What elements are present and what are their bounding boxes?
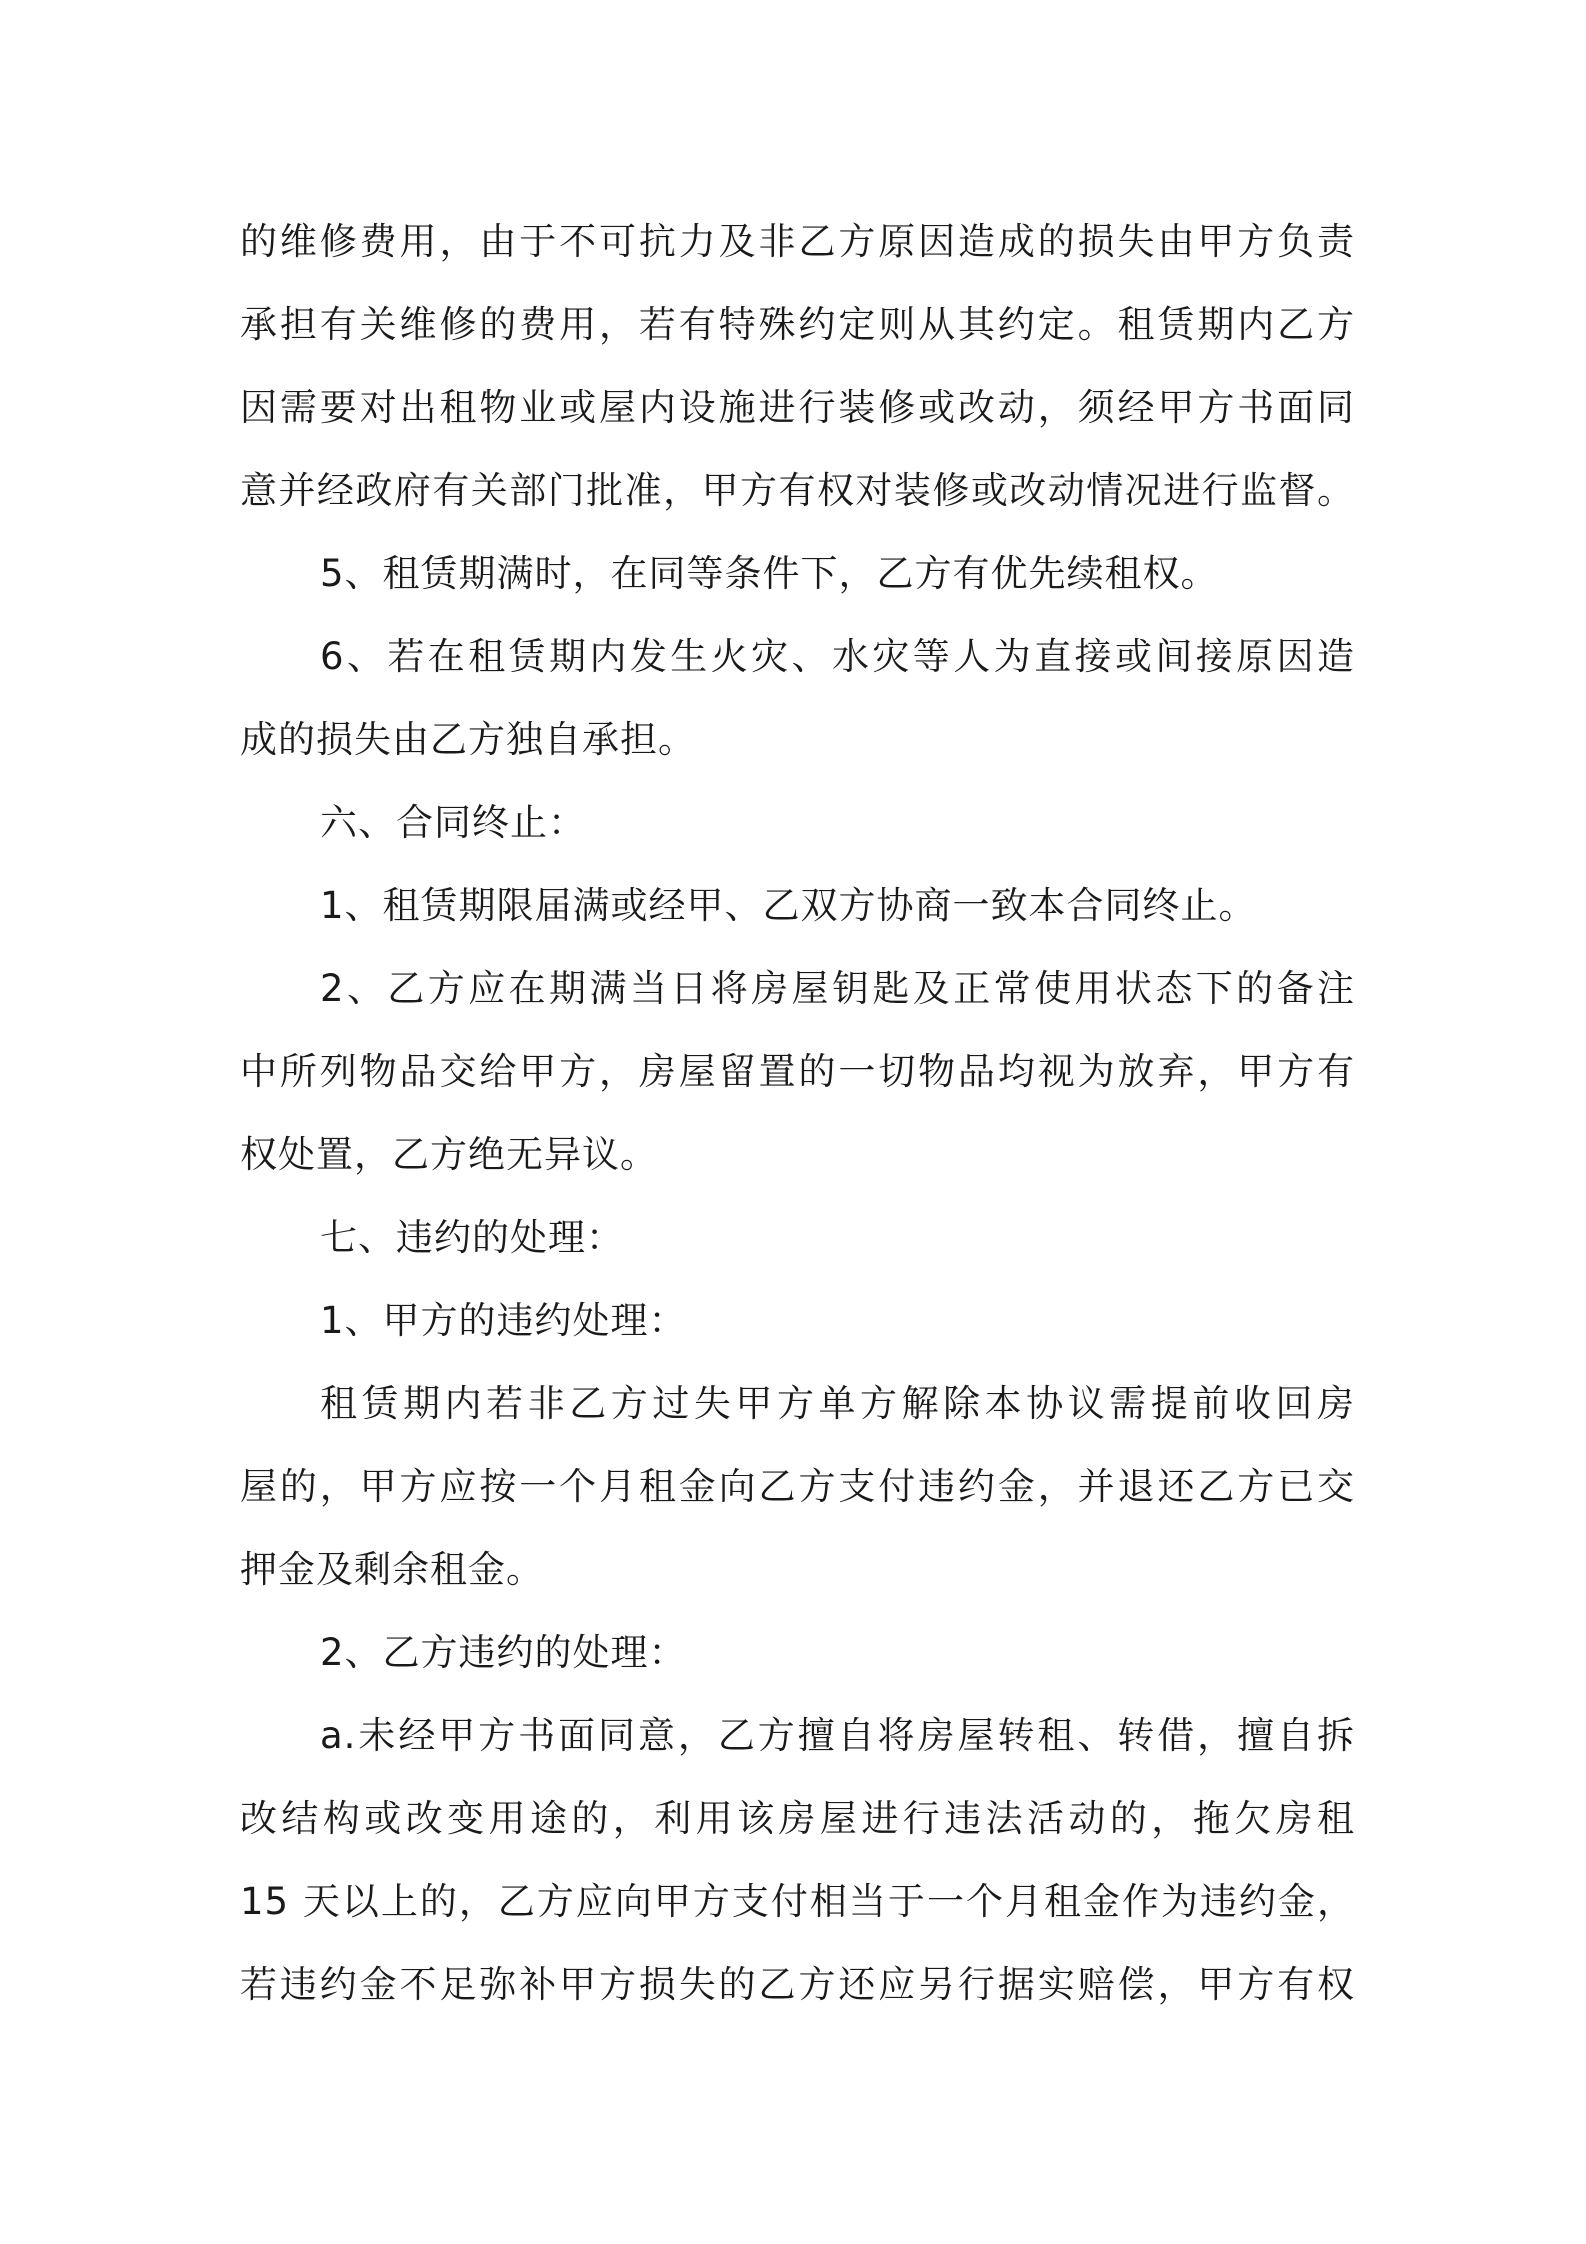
text-line: 意并经政府有关部门批准，甲方有权对装修或改动情况进行监督。 <box>240 469 1355 512</box>
text-line: 的维修费用，由于不可抗力及非乙方原因造成的损失由甲方负责 <box>240 220 1355 263</box>
text-line: 成的损失由乙方独自承担。 <box>240 718 696 761</box>
text-line: 2、乙方应在期满当日将房屋钥匙及正常使用状态下的备注 <box>320 967 1355 1010</box>
text-line: 6、若在租赁期内发生火灾、水灾等人为直接或间接原因造 <box>320 635 1355 678</box>
text-line: 六、合同终止： <box>320 801 586 844</box>
text-line: 押金及剩余租金。 <box>240 1548 544 1591</box>
text-line: 1、甲方的违约处理： <box>320 1299 687 1342</box>
text-line: 租赁期内若非乙方过失甲方单方解除本协议需提前收回房 <box>320 1382 1355 1425</box>
text-line: 权处置，乙方绝无异议。 <box>240 1133 658 1176</box>
text-line: 七、违约的处理： <box>320 1216 624 1259</box>
contract-text-body <box>240 200 1355 2026</box>
text-line: 中所列物品交给甲方，房屋留置的一切物品均视为放弃，甲方有 <box>240 1050 1355 1093</box>
text-line: 2、乙方违约的处理： <box>320 1631 687 1674</box>
text-line: 因需要对出租物业或屋内设施进行装修或改动，须经甲方书面同 <box>240 386 1355 429</box>
text-line: 改结构或改变用途的，利用该房屋进行违法活动的，拖欠房租 <box>240 1797 1355 1840</box>
text-line: a.未经甲方书面同意，乙方擅自将房屋转租、转借，擅自拆 <box>320 1714 1355 1757</box>
text-line: 承担有关维修的费用，若有特殊约定则从其约定。租赁期内乙方 <box>240 303 1355 346</box>
text-line: 若违约金不足弥补甲方损失的乙方还应另行据实赔偿，甲方有权 <box>240 1963 1355 2006</box>
text-line: 5、租赁期满时，在同等条件下，乙方有优先续租权。 <box>320 552 1219 595</box>
text-line: 15 天以上的，乙方应向甲方支付相当于一个月租金作为违约金， <box>240 1880 1355 1923</box>
text-line: 1、租赁期限届满或经甲、乙双方协商一致本合同终止。 <box>320 884 1257 927</box>
text-line: 屋的，甲方应按一个月租金向乙方支付违约金，并退还乙方已交 <box>240 1465 1355 1508</box>
